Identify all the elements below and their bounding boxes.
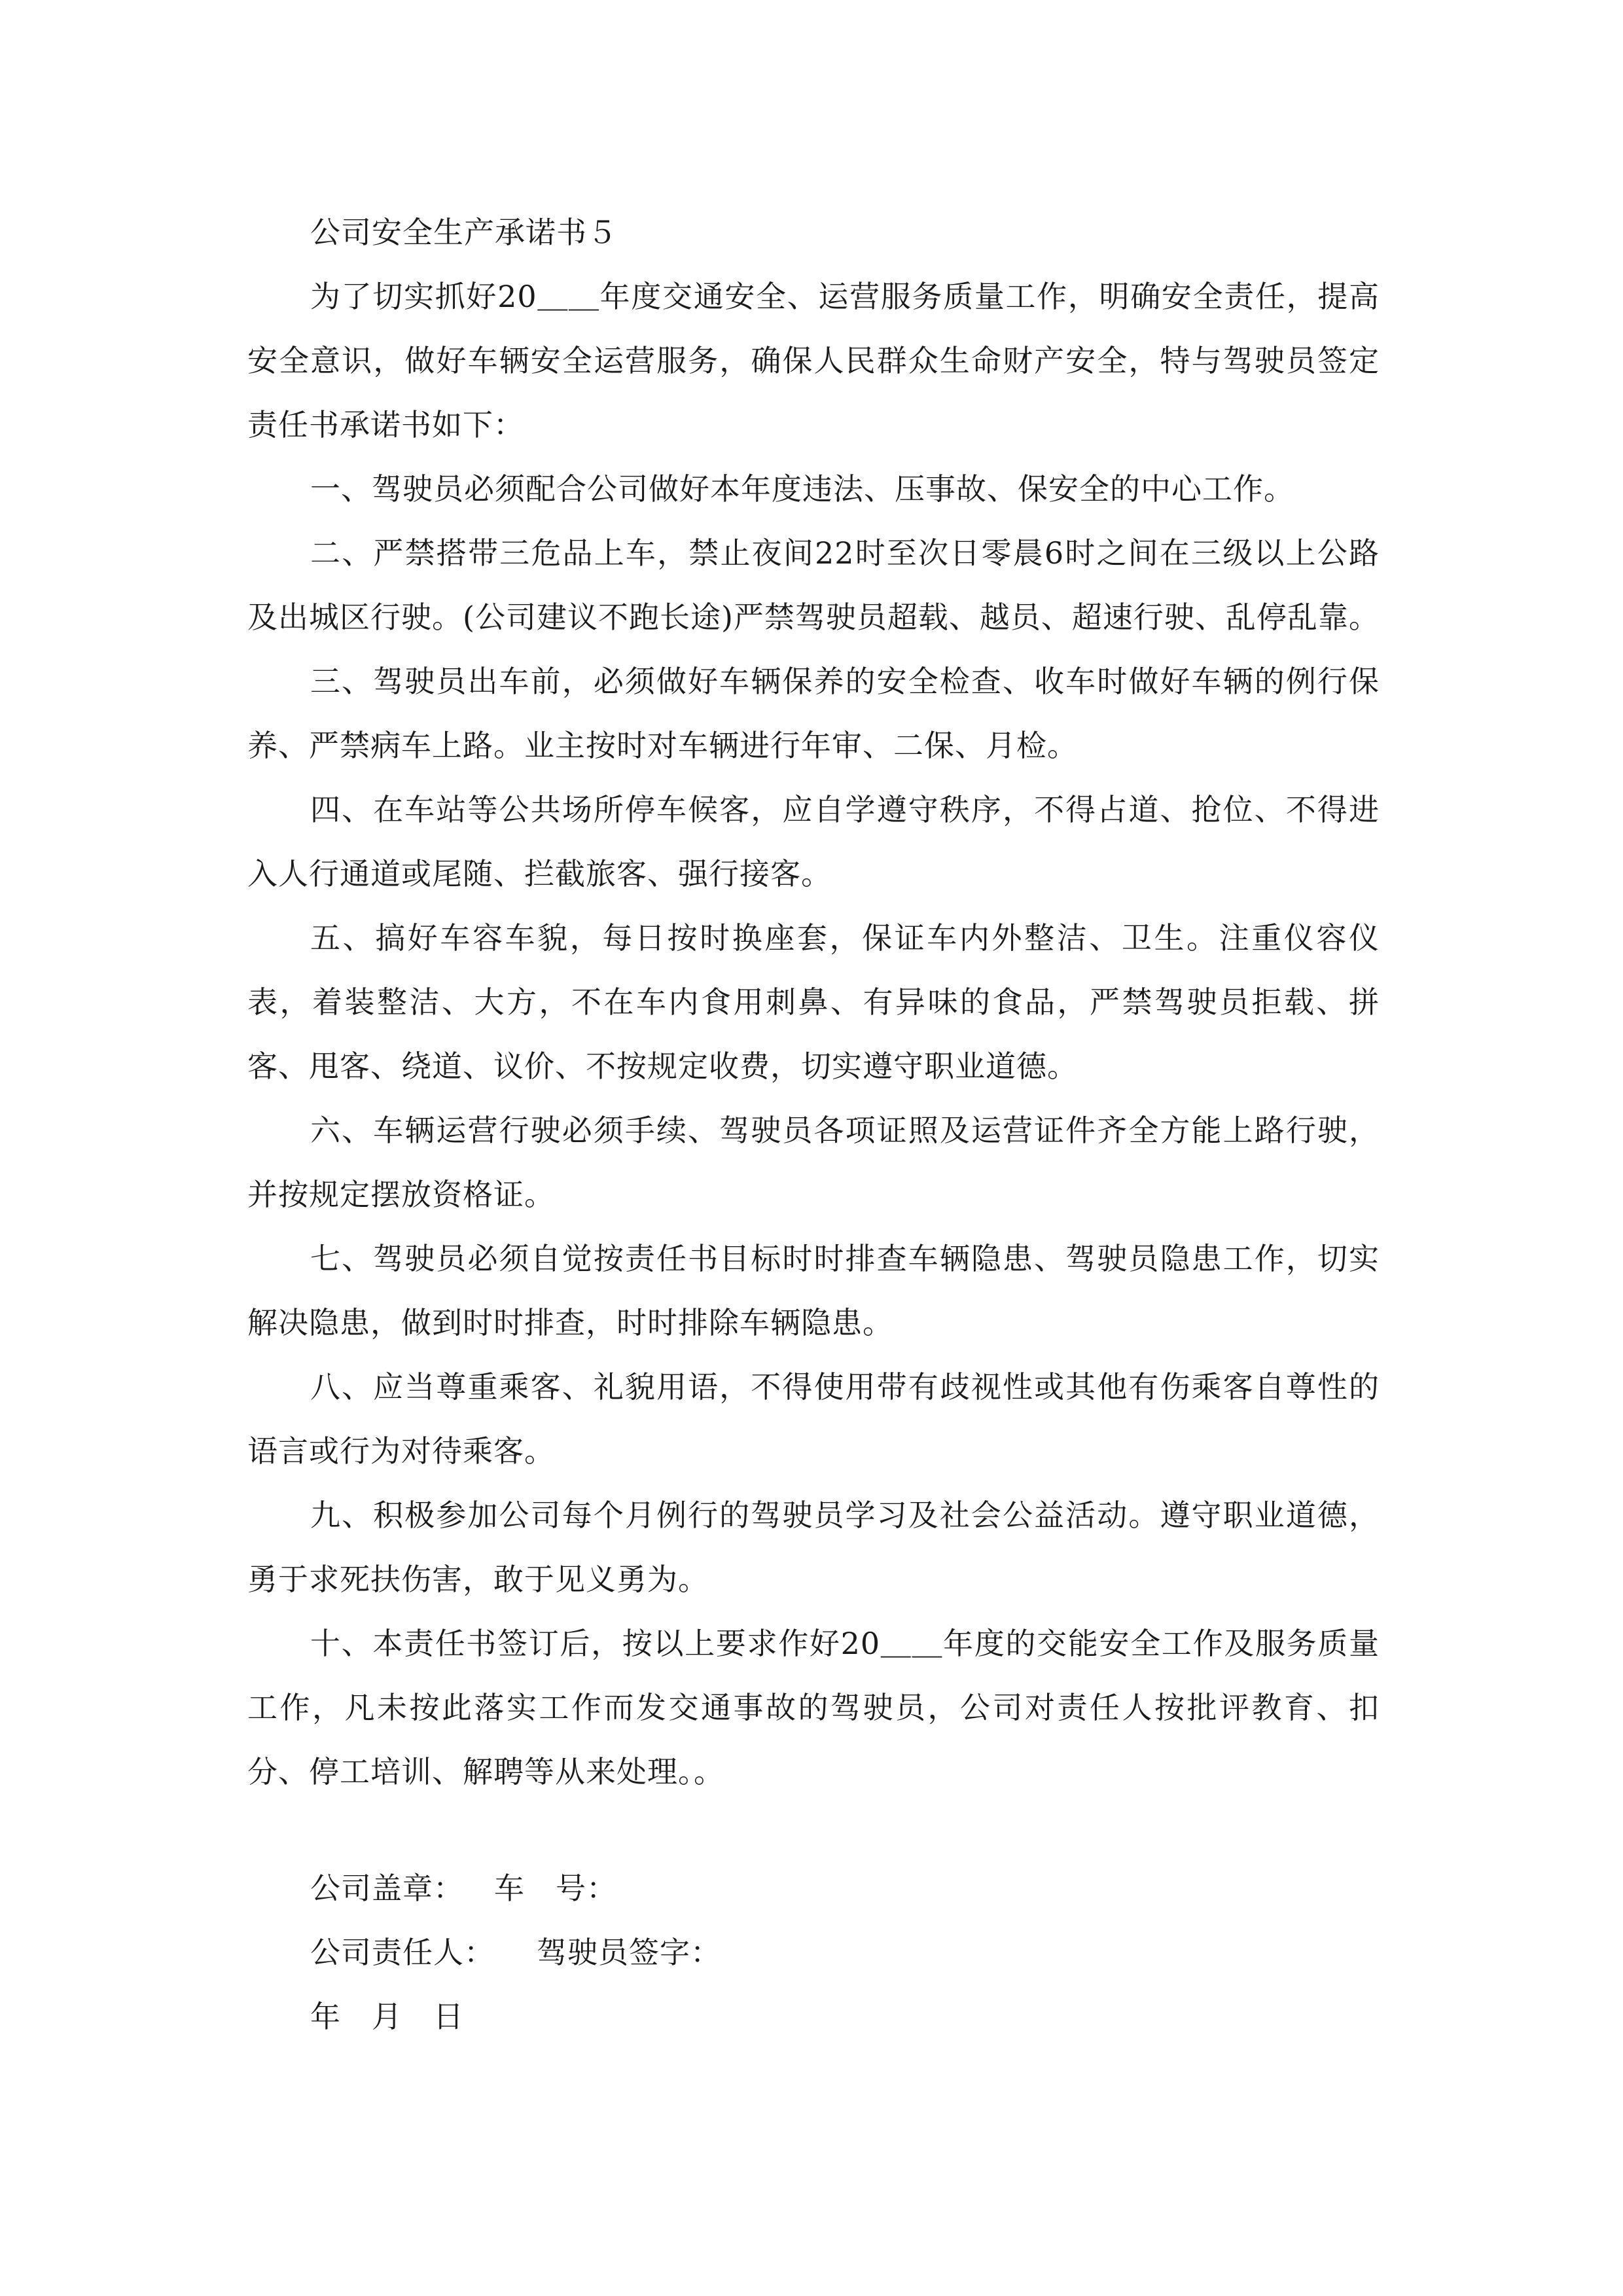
signature-row-date — [247, 1984, 1380, 2049]
paragraph-item-8: 八、应当尊重乘客、礼貌用语，不得使用带有歧视性或其他有伤乘客自尊性的语言或行为对待乘客。 — [247, 1369, 1380, 1469]
document-body — [247, 200, 1380, 1804]
document-title: 公司安全生产承诺书５ — [310, 215, 618, 250]
company-responsible-label: 公司责任人： — [310, 1935, 495, 1970]
paragraph-item-9: 九、积极参加公司每个月例行的驾驶员学习及社会公益活动。遵守职业道德，勇于求死扶伤害，敢于见义勇为。 — [247, 1498, 1380, 1597]
paragraph-item-6: 六、车辆运营行驶必须手续、驾驶员各项证照及运营证件齐全方能上路行驶，并按规定摆放资格证。 — [247, 1113, 1380, 1212]
paragraph-item-1: 一、驾驶员必须配合公司做好本年度违法、压事故、保安全的中心工作。 — [310, 471, 1294, 507]
signature-row-seal — [247, 1856, 1380, 1920]
paragraph-item-3: 三、驾驶员出车前，必须做好车辆保养的安全检查、收车时做好车辆的例行保养、严禁病车上路。业主按时对车辆进行年审、二保、月检。 — [247, 664, 1380, 763]
company-seal-label: 公司盖章： — [310, 1871, 464, 1906]
paragraph-intro: 为了切实抓好20＿＿年度交通安全、运营服务质量工作，明确安全责任，提高安全意识，做好车辆安全运营服务，确保人民群众生命财产安全，特与驾驶员签定责任书承诺书如下： — [247, 279, 1380, 442]
paragraph-item-10: 十、本责任书签订后，按以上要求作好20＿＿年度的交能安全工作及服务质量工作，凡未按此落实工作而发交通事故的驾驶员，公司对责任人按批评教育、扣分、停工培训、解聘等从来处理。。 — [247, 1626, 1380, 1789]
date-label: 年 月 日 — [310, 1999, 464, 2034]
signature-block — [247, 1856, 1380, 2049]
driver-signature-label: 驾驶员签字： — [537, 1935, 721, 1970]
paragraph-item-4: 四、在车站等公共场所停车候客，应自学遵守秩序，不得占道、抢位、不得进入人行通道或尾随、拦截旅客、强行接客。 — [247, 792, 1380, 891]
paragraph-item-2: 二、严禁搭带三危品上车，禁止夜间22时至次日零晨6时之间在三级以上公路及出城区行驶。(公司建议不跑长途)严禁驾驶员超载、越员、超速行驶、乱停乱靠。 — [247, 535, 1380, 635]
vehicle-number-label: 车 号： — [494, 1871, 617, 1906]
paragraph-item-5: 五、搞好车容车貌，每日按时换座套，保证车内外整洁、卫生。注重仪容仪表，着装整洁、大方，不在车内食用刺鼻、有异味的食品，严禁驾驶员拒载、拼客、甩客、绕道、议价、不按规定收费，切实遵守职业道德。 — [247, 920, 1380, 1084]
paragraph-item-7: 七、驾驶员必须自觉按责任书目标时时排查车辆隐患、驾驶员隐患工作，切实解决隐患，做到时时排查，时时排除车辆隐患。 — [247, 1241, 1380, 1340]
signature-row-persons — [247, 1920, 1380, 1984]
